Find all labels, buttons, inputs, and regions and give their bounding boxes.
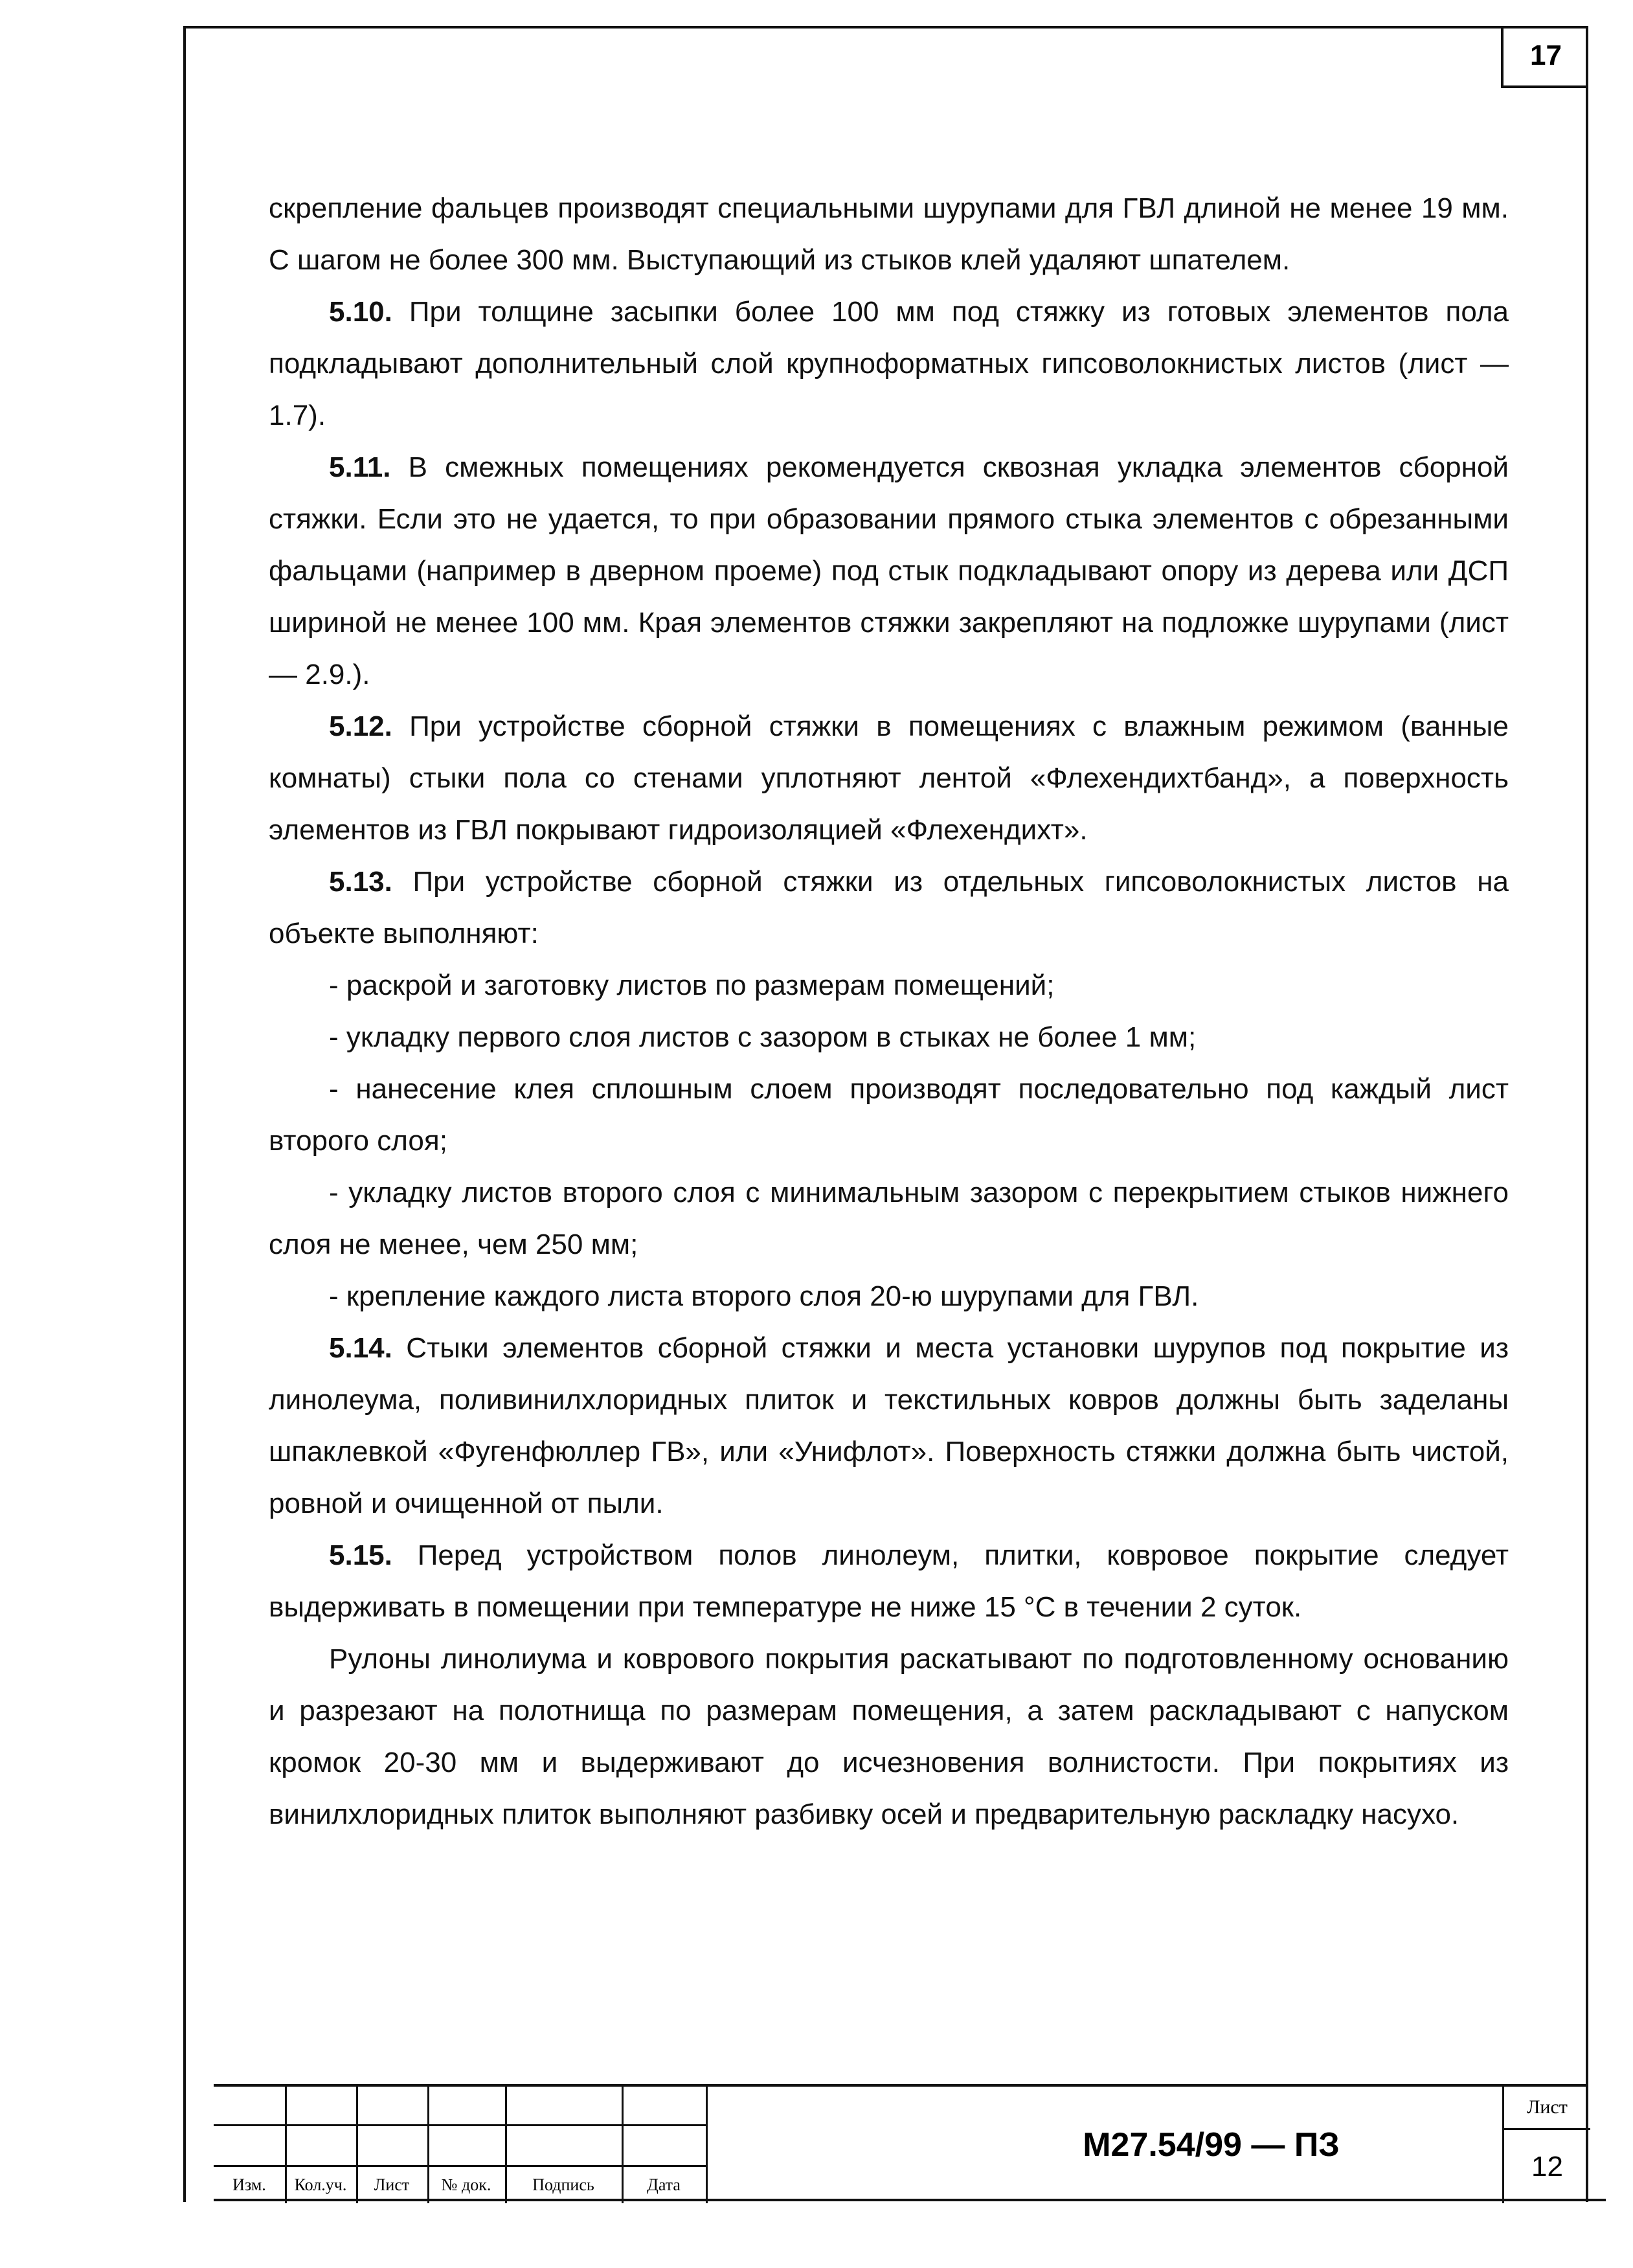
- clause-number: 5.14.: [329, 1332, 392, 1364]
- paragraph: [269, 1012, 1509, 1063]
- paragraph-text: Перед устройством полов линолеум, плитки, ковровое покрытие следует выдерживать в помещении при температуре не ниже 15 °С в течении 2 суток.: [269, 1539, 1509, 1623]
- paragraph-text: Стыки элементов сборной стяжки и места установки шурупов под покрытие из линолеума, поливинилхлоридных плиток и текстильных ковров должны быть заделаны шпаклевкой «Фугенфюллер ГВ», или «Унифлот». Поверхность стяжки должна быть чистой, ровной и очищенной от пыли.: [269, 1332, 1509, 1519]
- paragraph-text: Рулоны линолиума и коврового покрытия раскатывают по подготовленному основанию и разрезают на полотнища по размерам помещения, а затем раскладывают с напуском кромок 20-30 мм и выдерживают до исчезновения волнистости. При покрытиях из винилхлоридных плиток выполняют разбивку осей и предварительную раскладку насухо.: [269, 1643, 1509, 1830]
- stamp-label-signature: Подпись: [532, 2175, 594, 2194]
- paragraph: [269, 1063, 1509, 1167]
- clause-number: 5.11.: [329, 451, 391, 483]
- paragraph: [269, 701, 1509, 856]
- paragraph-text: - нанесение клея сплошным слоем производят последовательно под каждый лист второго слоя;: [269, 1073, 1509, 1157]
- paragraph: [269, 1633, 1509, 1841]
- paragraph: [269, 183, 1509, 286]
- stamp-row-line: [214, 2124, 706, 2126]
- paragraph: [269, 1271, 1509, 1322]
- title-block-stamp: [214, 2084, 1588, 2203]
- paragraph-text: При устройстве сборной стяжки из отдельных гипсоволокнистых листов на объекте выполняют:: [269, 866, 1509, 949]
- paragraph: [269, 1322, 1509, 1530]
- sheet-box: [1502, 2087, 1590, 2203]
- frame-left-border: [183, 26, 186, 2202]
- stamp-label-list: Лист: [374, 2175, 410, 2194]
- paragraph-text: - укладку листов второго слоя с минимальным зазором с перекрытием стыков нижнего слоя не менее, чем 250 мм;: [269, 1177, 1509, 1260]
- paragraph: [269, 1167, 1509, 1271]
- stamp-label-izm: Изм.: [232, 2175, 266, 2194]
- clause-number: 5.12.: [329, 710, 392, 742]
- paragraph-text: - раскрой и заготовку листов по размерам помещений;: [329, 970, 1055, 1001]
- clause-number: 5.15.: [329, 1539, 392, 1571]
- frame-top-border: [183, 26, 1588, 28]
- document-id: М27.54/99 — ПЗ: [706, 2087, 1633, 2203]
- paragraph: [269, 856, 1509, 960]
- stamp-label-doc-no: № док.: [441, 2175, 491, 2194]
- frame-right-border: [1586, 26, 1588, 2202]
- paragraph: [269, 286, 1509, 442]
- paragraph: [269, 960, 1509, 1012]
- paragraph-text: При толщине засыпки более 100 мм под стяжку из готовых элементов пола подкладывают дополнительный слой крупноформатных гипсоволокнистых листов (лист — 1.7).: [269, 296, 1509, 431]
- document-body: [269, 183, 1509, 1841]
- sheet-label: Лист: [1504, 2087, 1590, 2130]
- paragraph-text: В смежных помещениях рекомендуется сквозная укладка элементов сборной стяжки. Если это не удается, то при образовании прямого стыка элементов с обрезанными фальцами (например в дверном проеме) под стык подкладывают опору из дерева или ДСП шириной не менее 100 мм. Края элементов стяжки закрепляют на подложке шурупами (лист — 2.9.).: [269, 451, 1509, 690]
- paragraph-text: - укладку первого слоя листов с зазором в стыках не более 1 мм;: [329, 1021, 1197, 1053]
- paragraph-text: скрепление фальцев производят специальными шурупами для ГВЛ длиной не менее 19 мм. С шагом не более 300 мм. Выступающий из стыков клей удаляют шпателем.: [269, 192, 1509, 276]
- paragraph-text: - крепление каждого листа второго слоя 20-ю шурупами для ГВЛ.: [329, 1280, 1199, 1312]
- paragraph-text: При устройстве сборной стяжки в помещениях с влажным режимом (ванные комнаты) стыки пола со стенами уплотняют лентой «Флехендихтбанд», а поверхность элементов из ГВЛ покрывают гидроизоляцией «Флехендихт».: [269, 710, 1509, 846]
- stamp-label-kol-uch: Кол.уч.: [294, 2175, 347, 2194]
- page-number: 17: [1501, 26, 1588, 88]
- paragraph: [269, 442, 1509, 701]
- clause-number: 5.10.: [329, 296, 392, 328]
- paragraph: [269, 1530, 1509, 1633]
- sheet-number: 12: [1531, 2150, 1563, 2183]
- clause-number: 5.13.: [329, 866, 392, 898]
- stamp-label-date: Дата: [647, 2175, 681, 2194]
